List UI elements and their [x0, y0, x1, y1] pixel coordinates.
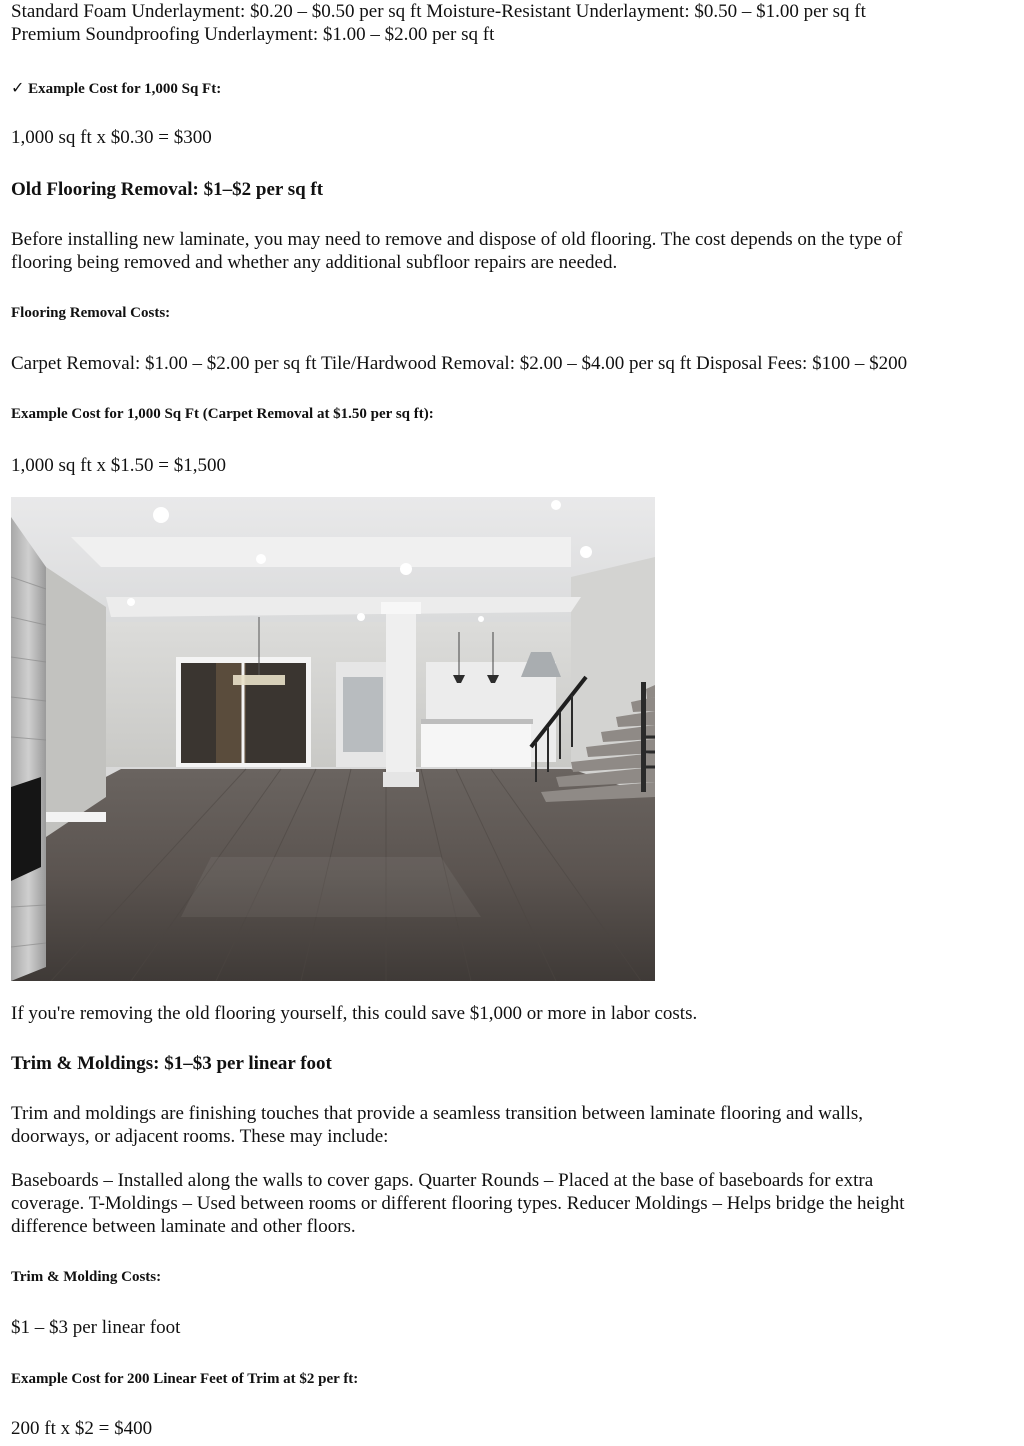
removal-costs-line: Carpet Removal: $1.00 – $2.00 per sq ft Tile/Hardwood Removal: $2.00 – $4.00 per sq ft Disposal Fees: $100 – $200	[11, 353, 908, 374]
removal-intro-line-1: Before installing new laminate, you may need to remove and dispose of old flooring. The cost depends on the type of	[11, 229, 903, 250]
trim-example-calc: 200 ft x $2 = $400	[11, 1418, 153, 1439]
room-photo-icon	[11, 497, 655, 981]
removal-costs-label: Flooring Removal Costs:	[11, 305, 171, 321]
removal-diy-note: If you're removing the old flooring yourself, this could save $1,000 or more in labor costs.	[11, 1003, 698, 1024]
underlayment-line-2: Premium Soundproofing Underlayment: $1.00 – $2.00 per sq ft	[11, 24, 495, 45]
removal-example-label: Example Cost for 1,000 Sq Ft (Carpet Removal at $1.50 per sq ft):	[11, 406, 434, 422]
trim-intro-line-1: Trim and moldings are finishing touches that provide a seamless transition between laminate flooring and walls,	[11, 1103, 864, 1124]
trim-costs-label: Trim & Molding Costs:	[11, 1269, 162, 1285]
room-photo	[11, 497, 655, 981]
trim-intro-line-2: doorways, or adjacent rooms. These may include:	[11, 1126, 389, 1147]
removal-heading: Old Flooring Removal: $1–$2 per sq ft	[11, 179, 324, 200]
removal-example-calc: 1,000 sq ft x $1.50 = $1,500	[11, 455, 226, 476]
underlayment-example-heading	[11, 79, 221, 98]
trim-heading: Trim & Moldings: $1–$3 per linear foot	[11, 1053, 332, 1074]
underlayment-line-1: Standard Foam Underlayment: $0.20 – $0.50 per sq ft Moisture-Resistant Underlayment: $0.50 – $1.00 per sq ft	[11, 1, 866, 22]
removal-intro-line-2: flooring being removed and whether any additional subfloor repairs are needed.	[11, 252, 618, 273]
underlayment-example-calc: 1,000 sq ft x $0.30 = $300	[11, 127, 212, 148]
trim-costs-line: $1 – $3 per linear foot	[11, 1317, 181, 1338]
trim-types-line-1: Baseboards – Installed along the walls to cover gaps. Quarter Rounds – Placed at the base of baseboards for extra	[11, 1170, 874, 1191]
trim-example-label: Example Cost for 200 Linear Feet of Trim at $2 per ft:	[11, 1371, 359, 1387]
trim-types-line-3: difference between laminate and other floors.	[11, 1216, 356, 1237]
check-icon: ✓	[11, 78, 25, 97]
underlayment-example-label: Example Cost for 1,000 Sq Ft:	[28, 81, 222, 97]
trim-types-line-2: coverage. T-Moldings – Used between rooms or different flooring types. Reducer Moldings – Helps bridge the height	[11, 1193, 905, 1214]
